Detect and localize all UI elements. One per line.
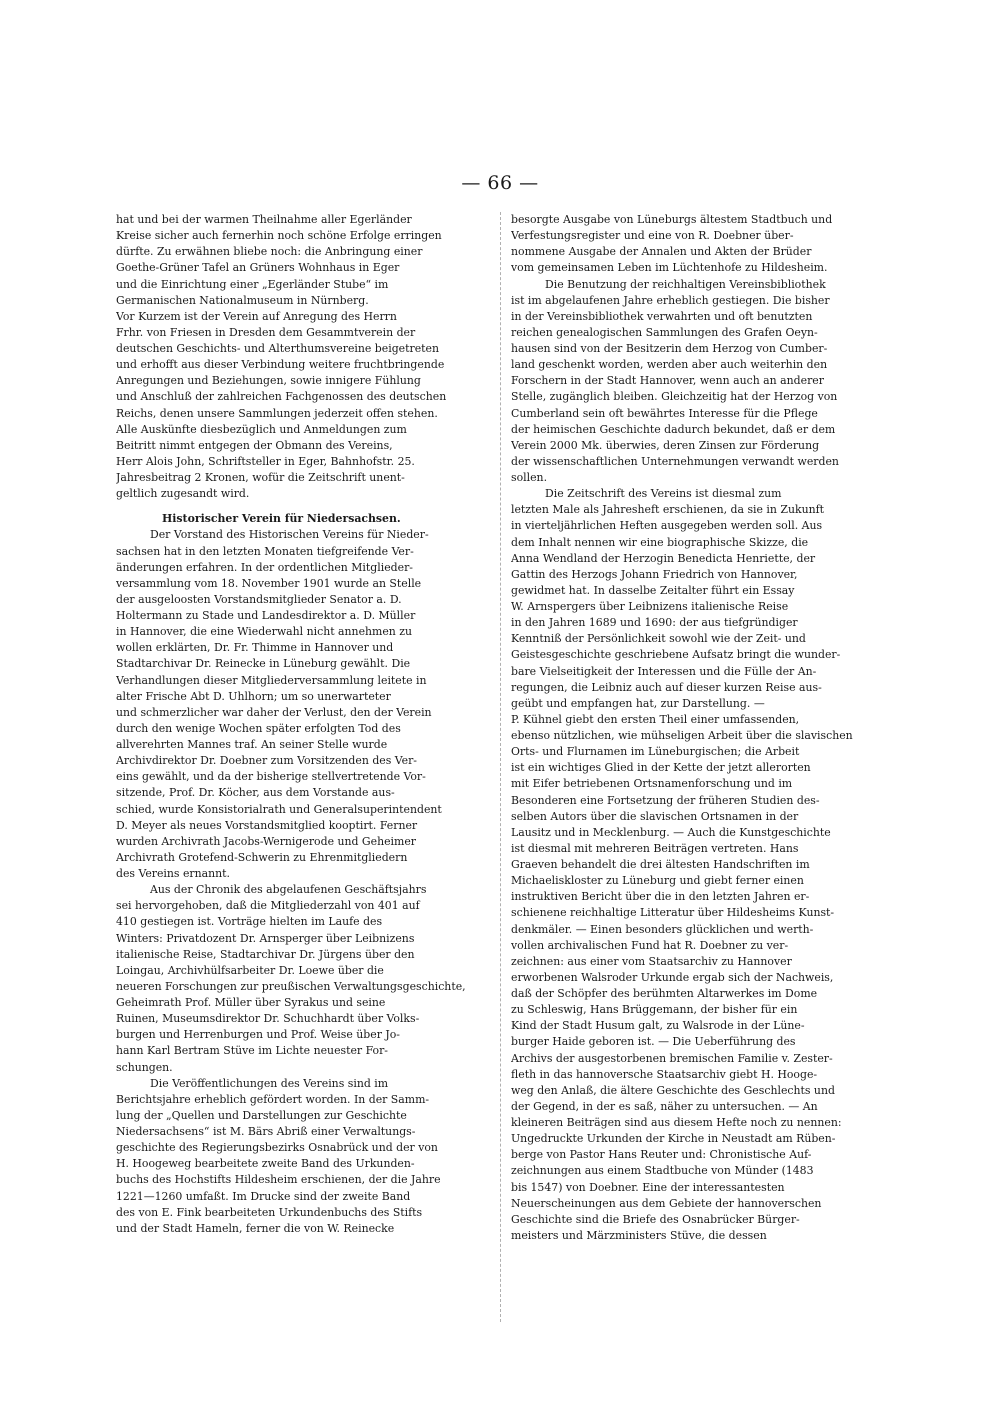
paragraph-line: Besonderen eine Fortsetzung der früheren Studien des- — [511, 793, 820, 807]
paragraph-line: Stelle, zugänglich bleiben. Gleichzeitig hat der Herzog von — [511, 390, 838, 404]
paragraph-line: Anregungen und Beziehungen, sowie innigere Fühlung — [116, 374, 421, 388]
paragraph-line: Verfestungsregister und eine von R. Doebner über- — [511, 229, 794, 243]
paragraph-line: P. Kühnel giebt den ersten Theil einer umfassenden, — [511, 712, 800, 726]
paragraph-line: D. Meyer als neues Vorstandsmitglied kooptirt. Ferner — [116, 818, 418, 832]
paragraph-line: Goethe-Grüner Tafel an Grüners Wohnhaus in Eger — [116, 261, 400, 275]
paragraph-line: burger Haide geboren ist. — Die Ueberführung des — [511, 1035, 796, 1049]
paragraph-line: Cumberland sein oft bewährtes Interesse für die Pflege — [511, 406, 818, 420]
paragraph-line: deutschen Geschichts- und Alterthumsvereine beigetreten — [116, 342, 439, 355]
paragraph-line: Niedersachsens“ ist M. Bärs Abriß einer Verwaltungs- — [116, 1125, 416, 1138]
paragraph-line: geschichte des Regierungsbezirks Osnabrück und der von — [116, 1141, 438, 1155]
paragraph-line: instruktiven Bericht über die in den letzten Jahren er- — [511, 890, 810, 904]
paragraph-line: Geschichte sind die Briefe des Osnabrücker Bürger- — [511, 1212, 800, 1226]
paragraph-line: Loingau, Archivhülfsarbeiter Dr. Loewe über die — [116, 963, 384, 977]
paragraph-line: Berichtsjahre erheblich gefördert worden. In der Samm- — [116, 1092, 430, 1106]
paragraph-line: mit Eifer betriebenen Ortsnamenforschung und im — [511, 777, 793, 791]
paragraph-line: Verhandlungen dieser Mitgliederversammlung leitete in — [116, 673, 427, 687]
paragraph-line: der wissenschaftlichen Unternehmungen verwandt werden — [511, 454, 839, 468]
paragraph-line: änderungen erfahren. In der ordentlichen Mitglieder- — [116, 560, 413, 574]
paragraph-line: Aus der Chronik des abgelaufenen Geschäftsjahrs — [150, 883, 427, 897]
paragraph-line: Anna Wendland der Herzogin Benedicta Henriette, der — [511, 551, 816, 565]
paragraph-line: Archivs der ausgestorbenen bremischen Familie v. Zester- — [511, 1051, 833, 1065]
paragraph-line: und der Stadt Hameln, ferner die von W. Reinecke — [116, 1221, 395, 1235]
paragraph-line: Die Zeitschrift des Vereins ist diesmal zum — [545, 487, 782, 501]
paragraph-line: Geistesgeschichte geschriebene Aufsatz bringt die wunder- — [511, 648, 841, 662]
paragraph-line: hausen sind von der Besitzerin dem Herzog von Cumber- — [511, 342, 828, 355]
paragraph-line: Lausitz und in Mecklenburg. — Auch die Kunstgeschichte — [511, 825, 831, 839]
paragraph-line: dürfte. Zu erwähnen bliebe noch: die Anbringung einer — [116, 245, 423, 259]
paragraph-line: schungen. — [116, 1060, 173, 1074]
paragraph-line: vollen archivalischen Fund hat R. Doebner zu ver- — [511, 938, 789, 952]
paragraph-line: des Vereins ernannt. — [116, 867, 230, 880]
paragraph-line: Stadtarchivar Dr. Reinecke in Lüneburg gewählt. Die — [116, 657, 411, 671]
paragraph-line: Winters: Privatdozent Dr. Arnsperger über Leibnizens — [116, 931, 415, 945]
paragraph-line: fleth in das hannoversche Staatsarchiv giebt H. Hooge- — [511, 1067, 818, 1081]
paragraph-line: buchs des Hochstifts Hildesheim erschienen, der die Jahre — [116, 1173, 441, 1187]
paragraph-line: regungen, die Leibniz auch auf dieser kurzen Reise aus- — [511, 680, 822, 694]
paragraph-line: der Gegend, in der es saß, näher zu untersuchen. — An — [511, 1099, 818, 1113]
paragraph-line: und die Einrichtung einer „Egerländer Stube“ im — [116, 277, 389, 291]
paragraph-line: sei hervorgehoben, daß die Mitgliederzahl von 401 auf — [116, 899, 420, 913]
paragraph-line: Neuerscheinungen aus dem Gebiete der hannoverschen — [511, 1196, 822, 1210]
paragraph-line: Jahresbeitrag 2 Kronen, wofür die Zeitschrift unent- — [116, 471, 405, 484]
paragraph-line: Reichs, denen unsere Sammlungen jederzeit offen stehen. — [116, 406, 438, 420]
paragraph-line: kleineren Beiträgen sind aus diesem Hefte noch zu nennen: — [511, 1116, 842, 1129]
paragraph-line: alter Frische Abt D. Uhlhorn; um so unerwarteter — [116, 689, 391, 703]
paragraph-line: Forschern in der Stadt Hannover, wenn auch an anderer — [511, 374, 824, 388]
paragraph-line: land geschenkt worden, werden aber auch weiterhin den — [511, 358, 828, 372]
paragraph-line: bis 1547) von Doebner. Eine der interessantesten — [511, 1180, 785, 1194]
paragraph-line: und erhofft aus dieser Verbindung weitere fruchtbringende — [116, 358, 445, 372]
paragraph-line: nommene Ausgabe der Annalen und Akten der Brüder — [511, 245, 812, 259]
paragraph-line: W. Arnspergers über Leibnizens italienische Reise — [511, 600, 789, 613]
paragraph-line: ebenso nützlichen, wie mühseligen Arbeit über die slavischen — [511, 729, 853, 742]
paragraph-line: geltlich zugesandt wird. — [116, 487, 250, 501]
section-heading: Historischer Verein für Niedersachsen. — [162, 512, 401, 526]
paragraph-line: Alle Auskünfte diesbezüglich und Anmeldungen zum — [116, 422, 407, 436]
page-number: — 66 — — [461, 172, 539, 194]
paragraph-line: in Hannover, die eine Wiederwahl nicht annehmen zu — [116, 625, 413, 639]
paragraph-line: Kind der Stadt Husum galt, zu Walsrode in der Lüne- — [511, 1019, 805, 1033]
paragraph-line: allverehrten Mannes traf. An seiner Stelle wurde — [116, 738, 388, 751]
paragraph-line: lung der „Quellen und Darstellungen zur Geschichte — [116, 1108, 407, 1122]
paragraph-line: sollen. — [511, 471, 548, 484]
paragraph-line: Gattin des Herzogs Johann Friedrich von Hannover, — [511, 567, 798, 581]
paragraph-line: wollen erklärten, Dr. Fr. Thimme in Hannover und — [116, 641, 394, 655]
paragraph-line: Vor Kurzem ist der Verein auf Anregung des Herrn — [116, 309, 397, 323]
paragraph-line: schienene reichhaltige Litteratur über Hildesheims Kunst- — [511, 906, 835, 920]
paragraph-line: Verein 2000 Mk. überwies, deren Zinsen zur Förderung — [511, 438, 820, 452]
paragraph-line: ist diesmal mit mehreren Beiträgen vertreten. Hans — [511, 841, 799, 855]
paragraph-line: Holtermann zu Stade und Landesdirektor a. D. Müller — [116, 609, 416, 622]
right-column — [511, 212, 883, 1244]
paragraph-line: hann Karl Bertram Stüve im Lichte neuester For- — [116, 1044, 388, 1058]
paragraph-line: bare Vielseitigkeit der Interessen und die Fülle der An- — [511, 664, 817, 678]
paragraph-line: weg den Anlaß, die ältere Geschichte des Geschlechts und — [511, 1083, 835, 1097]
paragraph-line: erworbenen Walsroder Urkunde ergab sich der Nachweis, — [511, 970, 834, 984]
paragraph-line: 410 gestiegen ist. Vorträge hielten im Laufe des — [116, 915, 383, 929]
paragraph-line: neueren Forschungen zur preußischen Verwaltungsgeschichte, — [116, 979, 466, 993]
paragraph-line: sitzende, Prof. Dr. Köcher, aus dem Vorstande aus- — [116, 786, 395, 800]
paragraph-line: Archivrath Grotefend-Schwerin zu Ehrenmitgliedern — [116, 850, 408, 864]
paragraph-line: reichen genealogischen Sammlungen des Grafen Oeyn- — [511, 325, 818, 339]
paragraph-line: in den Jahren 1689 und 1690: der aus tiefgründiger — [511, 616, 798, 630]
paragraph-line: und Anschluß der zahlreichen Fachgenossen des deutschen — [116, 390, 447, 404]
paragraph-line: Die Veröffentlichungen des Vereins sind im — [150, 1076, 389, 1090]
paragraph-line: zeichnen: aus einer vom Staatsarchiv zu Hannover — [511, 954, 792, 968]
paragraph-line: Frhr. von Friesen in Dresden dem Gesammtverein der — [116, 325, 416, 339]
paragraph-line: sachsen hat in den letzten Monaten tiefgreifende Ver- — [116, 544, 414, 558]
paragraph-line: Kenntniß der Persönlichkeit sowohl wie der Zeit- und — [511, 632, 806, 646]
paragraph-line: Der Vorstand des Historischen Vereins für Nieder- — [150, 528, 429, 542]
paragraph-line: burgen und Herrenburgen und Prof. Weise über Jo- — [116, 1028, 400, 1042]
paragraph-line: besorgte Ausgabe von Lüneburgs ältestem Stadtbuch und — [511, 213, 833, 226]
column-divider — [500, 212, 501, 1322]
paragraph-line: italienische Reise, Stadtarchivar Dr. Jürgens über den — [116, 947, 415, 961]
paragraph-line: Graeven behandelt die drei ältesten Handschriften im — [511, 858, 810, 871]
paragraph-line: Die Benutzung der reichhaltigen Vereinsbibliothek — [545, 277, 826, 291]
paragraph-line: Ruinen, Museumsdirektor Dr. Schuchhardt über Volks- — [116, 1012, 420, 1026]
paragraph-line: in der Vereinsbibliothek verwahrten und oft benutzten — [511, 309, 813, 323]
paragraph-line: Archivdirektor Dr. Doebner zum Vorsitzenden des Ver- — [116, 754, 417, 768]
paragraph-line: schied, wurde Konsistorialrath und Generalsuperintendent — [116, 802, 442, 816]
paragraph-line: Herr Alois John, Schriftsteller in Eger, Bahnhofstr. 25. — [116, 454, 415, 468]
paragraph-line: Beitritt nimmt entgegen der Obmann des Vereins, — [116, 438, 393, 452]
paragraph-line: versammlung vom 18. November 1901 wurde an Stelle — [116, 576, 422, 590]
paragraph-line: ist ein wichtiges Glied in der Kette der jetzt allerorten — [511, 761, 811, 775]
paragraph-line: 1221—1260 umfaßt. Im Drucke sind der zweite Band — [116, 1189, 411, 1203]
paragraph-line: zeichnungen aus einem Stadtbuche von Münder (1483 — [511, 1164, 814, 1178]
paragraph-line: der ausgeloosten Vorstandsmitglieder Senator a. D. — [116, 592, 402, 606]
paragraph-line: meisters und Märzministers Stüve, die dessen — [511, 1228, 767, 1242]
paragraph-line: H. Hoogeweg bearbeitete zweite Band des Urkunden- — [116, 1157, 415, 1171]
paragraph-line: hat und bei der warmen Theilnahme aller Egerländer — [116, 213, 412, 226]
paragraph-line: durch den wenige Wochen später erfolgten Tod des — [116, 721, 401, 735]
paragraph-line: des von E. Fink bearbeiteten Urkundenbuchs des Stifts — [116, 1205, 423, 1219]
paragraph-line: und schmerzlicher war daher der Verlust, den der Verein — [116, 705, 432, 719]
paragraph-line: Ungedruckte Urkunden der Kirche in Neustadt am Rüben- — [511, 1132, 836, 1146]
paragraph-line: gewidmet hat. In dasselbe Zeitalter führt ein Essay — [511, 583, 795, 597]
paragraph-line: wurden Archivrath Jacobs-Wernigerode und Geheimer — [116, 834, 417, 848]
paragraph-line: Germanischen Nationalmuseum in Nürnberg. — [116, 293, 369, 307]
paragraph-line: eins gewählt, und da der bisherige stellvertretende Vor- — [116, 770, 426, 784]
paragraph-line: selben Autors über die slavischen Ortsnamen in der — [511, 809, 799, 823]
paragraph-line: in vierteljährlichen Heften ausgegeben werden soll. Aus — [511, 519, 823, 533]
paragraph-line: Orts- und Flurnamen im Lüneburgischen; die Arbeit — [511, 745, 800, 759]
left-column — [116, 212, 488, 1237]
paragraph-line: daß der Schöpfer des berühmten Altarwerkes im Dome — [511, 987, 818, 1000]
paragraph-line: denkmäler. — Einen besonders glücklichen und werth- — [511, 922, 814, 936]
paragraph-line: zu Schleswig, Hans Brüggemann, der bisher für ein — [511, 1003, 798, 1017]
paragraph-line: ist im abgelaufenen Jahre erheblich gestiegen. Die bisher — [511, 293, 830, 307]
paragraph-line: dem Inhalt nennen wir eine biographische Skizze, die — [511, 535, 809, 549]
paragraph-line: vom gemeinsamen Leben im Lüchtenhofe zu Hildesheim. — [511, 261, 828, 275]
paragraph-line: geübt und empfangen hat, zur Darstellung. — — [511, 696, 765, 710]
paragraph-line: Michaeliskloster zu Lüneburg und giebt ferner einen — [511, 874, 804, 888]
paragraph-line: Kreise sicher auch fernerhin noch schöne Erfolge erringen — [116, 229, 442, 243]
paragraph-line: Geheimrath Prof. Müller über Syrakus und seine — [116, 996, 386, 1009]
paragraph-line: berge von Pastor Hans Reuter und: Chronistische Auf- — [511, 1148, 812, 1162]
paragraph-line: letzten Male als Jahresheft erschienen, da sie in Zukunft — [511, 503, 824, 517]
paragraph-line: der heimischen Geschichte dadurch bekundet, daß er dem — [511, 422, 836, 436]
